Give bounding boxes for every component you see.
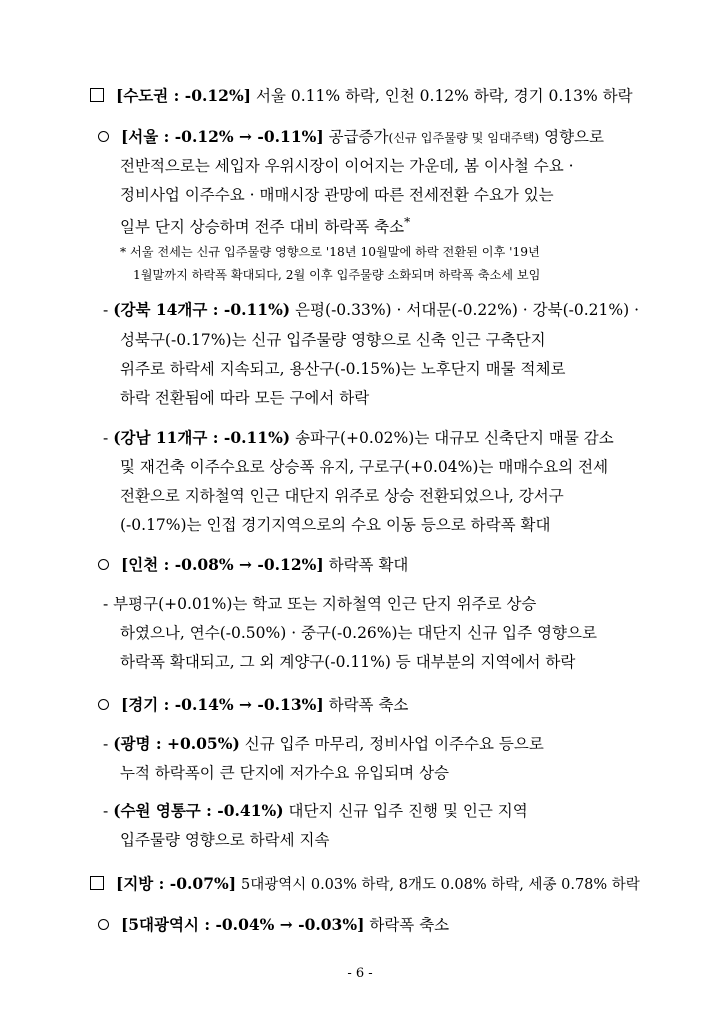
incheon-text: 하락폭 확대 bbox=[328, 556, 409, 574]
capital-line bbox=[90, 86, 633, 106]
gyeonggi-text: 하락폭 축소 bbox=[328, 696, 409, 714]
suwon-line-1-text: 대단지 신규 입주 진행 및 인근 지역 bbox=[288, 802, 528, 820]
seoul-text-c: 영향으로 bbox=[544, 128, 604, 146]
gangbuk-line-4: 하락 전환됨에 따라 모든 구에서 하락 bbox=[120, 389, 370, 407]
gangnam-line-4: (-0.17%)는 인접 경기지역으로의 수요 이동 등으로 하락폭 확대 bbox=[120, 516, 551, 534]
gangnam-line-2: 및 재건축 이주수요로 상승폭 유지, 구로구(+0.04%)는 매매수요의 전세 bbox=[120, 458, 609, 476]
dash: - bbox=[103, 735, 109, 753]
seoul-note-1: * 서울 전세는 신규 입주물량 영향으로 '18년 10월말에 하락 전환된 이후 '19년 bbox=[120, 245, 540, 259]
seoul-line-4-text: 일부 단지 상승하며 전주 대비 하락폭 축소 bbox=[120, 218, 405, 237]
metro5-head-line bbox=[98, 915, 449, 935]
incheon-head: [인천 : -0.08% → -0.12%] bbox=[120, 555, 324, 574]
gangbuk-line-2: 성북구(-0.17%)는 신규 입주물량 영향으로 신축 인근 구축단지 bbox=[120, 331, 546, 349]
regions-head: [지방 : -0.07%] bbox=[116, 874, 237, 893]
dash: - bbox=[103, 429, 109, 447]
incheon-line-3: 하락폭 확대되고, 그 외 계양구(-0.11%) 등 대부분의 지역에서 하락 bbox=[120, 653, 576, 671]
incheon-head-line bbox=[98, 555, 408, 575]
capital-text: 서울 0.11% 하락, 인천 0.12% 하락, 경기 0.13% 하락 bbox=[255, 87, 633, 105]
gyeonggi-head-line bbox=[98, 695, 408, 715]
dash: - bbox=[103, 802, 109, 820]
gangnam-head: (강남 11개구 : -0.11%) bbox=[113, 428, 291, 447]
suwon-line-1 bbox=[103, 801, 528, 821]
seoul-head-line bbox=[98, 127, 604, 147]
gyeonggi-head: [경기 : -0.14% → -0.13%] bbox=[120, 695, 324, 714]
gwangmyeong-line-1-text: 신규 입주 마무리, 정비사업 이주수요 등으로 bbox=[244, 735, 544, 753]
square-bullet-icon bbox=[90, 88, 104, 102]
gangbuk-line-3: 위주로 하락세 지속되고, 용산구(-0.15%)는 노후단지 매물 적체로 bbox=[120, 360, 566, 378]
gangnam-line-1-text: 송파구(+0.02%)는 대규모 신축단지 매물 감소 bbox=[295, 429, 614, 447]
capital-head: [수도권 : -0.12%] bbox=[116, 86, 252, 105]
seoul-text-b: (신규 입주물량 및 임대주택) bbox=[388, 131, 540, 145]
suwon-head: (수원 영통구 : -0.41%) bbox=[113, 801, 284, 820]
page-number: - 6 - bbox=[347, 966, 373, 981]
gangbuk-line-1-text: 은평(-0.33%) · 서대문(-0.22%) · 강북(-0.21%) · bbox=[295, 301, 640, 319]
metro5-text: 하락폭 축소 bbox=[369, 916, 450, 934]
circle-bullet-icon bbox=[98, 699, 109, 710]
seoul-note-2: 1월말까지 하락폭 확대되다, 2월 이후 입주물량 소화되며 하락폭 축소세 보임 bbox=[133, 268, 541, 282]
seoul-line-4 bbox=[120, 214, 410, 237]
suwon-line-2: 입주물량 영향으로 하락세 지속 bbox=[120, 831, 330, 849]
dash: - bbox=[103, 301, 109, 319]
circle-bullet-icon bbox=[98, 559, 109, 570]
gangnam-line-1 bbox=[103, 428, 614, 448]
regions-text: 5대광역시 0.03% 하락, 8개도 0.08% 하락, 세종 0.78% 하락 bbox=[240, 877, 640, 893]
circle-bullet-icon bbox=[98, 131, 109, 142]
seoul-head: [서울 : -0.12% → -0.11%] bbox=[120, 127, 324, 146]
gangbuk-line-1 bbox=[103, 300, 639, 320]
footnote-mark: * bbox=[404, 215, 411, 229]
seoul-line-2-text: 전반적으로는 세입자 우위시장이 이어지는 가운데, 봄 이사철 수요 · bbox=[120, 157, 574, 175]
metro5-head: [5대광역시 : -0.04% → -0.03%] bbox=[120, 915, 365, 934]
incheon-line-2: 하였으나, 연수(-0.50%) · 중구(-0.26%)는 대단지 신규 입주 영향으로 bbox=[120, 624, 597, 642]
incheon-line-1: - 부평구(+0.01%)는 학교 또는 지하철역 인근 단지 위주로 상승 bbox=[103, 595, 537, 613]
seoul-text-a: 공급증가 bbox=[328, 128, 389, 146]
gwangmyeong-line-2: 누적 하락폭이 큰 단지에 저가수요 유입되며 상승 bbox=[120, 764, 450, 782]
gwangmyeong-line-1 bbox=[103, 734, 544, 754]
regions-line bbox=[90, 874, 640, 895]
seoul-line-3: 정비사업 이주수요 · 매매시장 관망에 따른 전세전환 수요가 있는 bbox=[120, 186, 554, 204]
gangnam-line-3: 전환으로 지하철역 인근 대단지 위주로 상승 전환되었으나, 강서구 bbox=[120, 487, 564, 505]
gwangmyeong-head: (광명 : +0.05%) bbox=[113, 734, 240, 753]
circle-bullet-icon bbox=[98, 919, 109, 930]
square-bullet-icon bbox=[90, 876, 104, 890]
seoul-line-2 bbox=[120, 156, 634, 176]
gangbuk-head: (강북 14개구 : -0.11%) bbox=[113, 300, 291, 319]
